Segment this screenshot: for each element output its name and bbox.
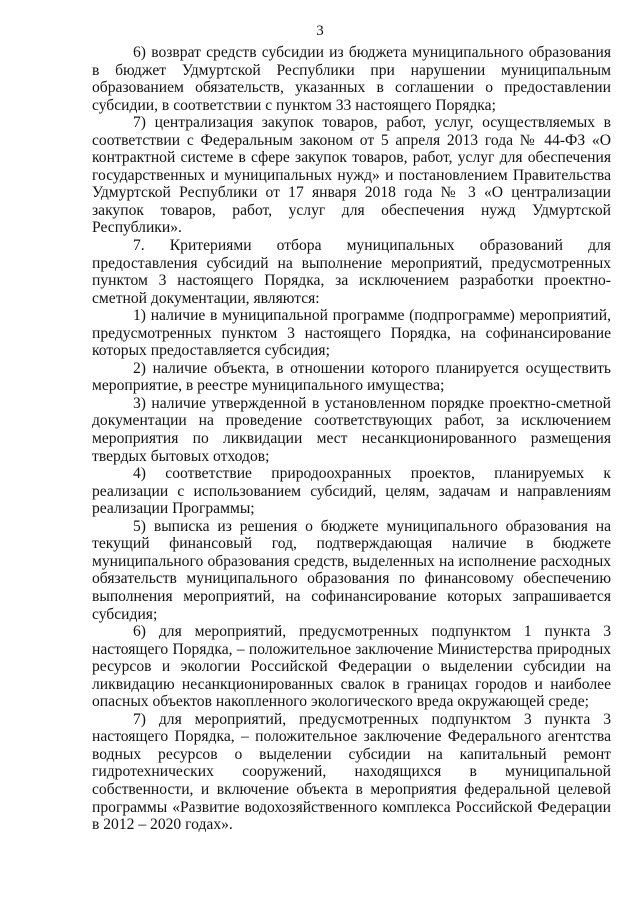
- paragraph-criterion-7: 7) для мероприятий, предусмотренных подпунктом 3 пункта 3 настоящего Порядка, – положительное заключение Федерального агентства водных ресурсов о выделении субсидии на капитальный ремонт гидротехнических сооружений, находящихся в муниципальной собственности, и включение объекта в мероприятия федеральной целевой программы «Развитие водохозяйственного комплекса Российской Федерации в 2012 – 2020 годах».: [92, 710, 611, 834]
- paragraph-criterion-6: 6) для мероприятий, предусмотренных подпунктом 1 пункта 3 настоящего Порядка, – положительное заключение Министерства природных ресурсов и экологии Российской Федерации о выделении субсидии на ликвидацию несанкционированных свалок в границах городов и наиболее опасных объектов накопленного экологического вреда окружающей среде;: [92, 623, 611, 711]
- paragraph-procurement-centralization: 7) централизация закупок товаров, работ, услуг, осуществляемых в соответствии с Федеральным законом от 5 апреля 2013 года № 44-ФЗ «О контрактной системе в сфере закупок товаров, работ, услуг для обеспечения государственных и муниципальных нужд» и постановлением Правительства Удмуртской Республики от 17 января 2018 года № 3 «О централизации закупок товаров, работ, услуг для обеспечения нужд Удмуртской Республики».: [92, 114, 611, 237]
- paragraph-criterion-3: 3) наличие утвержденной в установленном порядке проектно-сметной документации на проведение соответствующих работ, за исключением мероприятия по ликвидации мест несанкционированного размещения твердых бытовых отходов;: [92, 394, 611, 465]
- paragraph-subsidy-return: 6) возврат средств субсидии из бюджета муниципального образования в бюджет Удмуртской Республики при нарушении муниципальным образованием обязательств, указанных в соглашении о предоставлении субсидии, в соответствии с пунктом 33 настоящего Порядка;: [92, 44, 611, 114]
- paragraph-criterion-2: 2) наличие объекта, в отношении которого планируется осуществить мероприятие, в реестре муниципального имущества;: [92, 359, 611, 395]
- paragraph-selection-criteria: 7. Критериями отбора муниципальных образований для предоставления субсидий на выполнение мероприятий, предусмотренных пунктом 3 настоящего Порядка, за исключением разработки проектно-сметной документации, являются:: [92, 237, 611, 307]
- document-body: [92, 44, 611, 834]
- paragraph-criterion-1: 1) наличие в муниципальной программе (подпрограмме) мероприятий, предусмотренных пунктом 3 настоящего Порядка, на софинансирование которых предоставляется субсидия;: [92, 307, 611, 360]
- paragraph-criterion-4: 4) соответствие природоохранных проектов, планируемых к реализации с использованием субсидий, целям, задачам и направлениям реализации Программы;: [92, 465, 611, 518]
- page-number: 3: [316, 23, 324, 39]
- paragraph-criterion-5: 5) выписка из решения о бюджете муниципального образования на текущий финансовый год, подтверждающая наличие в бюджете муниципального образования средств, выделенных на исполнение расходных обязательств муниципального образования по финансовому обеспечению выполнения мероприятий, на софинансирование которых запрашивается субсидия;: [92, 517, 611, 623]
